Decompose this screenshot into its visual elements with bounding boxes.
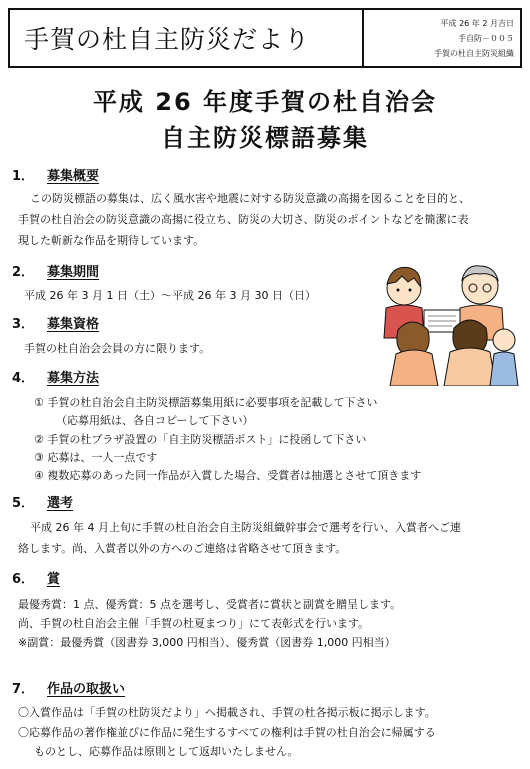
award-line-1: 最優秀賞：1 点、優秀賞：5 点を選考し、受賞者に賞状と副賞を贈呈します。 xyxy=(18,598,402,611)
newsletter-meta xyxy=(364,8,522,68)
main-title-line1: 平成 26 年度手賀の杜自治会 xyxy=(92,88,438,116)
handling-line-1: 〇入賞作品は「手賀の杜防災だより」へ掲載され、手賀の杜各掲示板に掲示します。 xyxy=(18,706,436,719)
section-4-heading: 4． 募集方法 xyxy=(12,371,100,386)
section-1-body-line3: 現した斬新な作品を期待しています。 xyxy=(18,234,205,247)
section-1-heading: 1． 募集概要 xyxy=(12,169,100,184)
section-2-body: 平成 26 年 3 月 1 日（土）～平成 26 年 3 月 30 日（日） xyxy=(24,289,316,302)
award-line-3: ※副賞：最優秀賞（図書券 3,000 円相当）、優秀賞（図書券 1,000 円相当） xyxy=(18,636,396,649)
section-3-body: 手賀の杜自治会会員の方に限ります。 xyxy=(24,342,211,355)
method-item-4: ④ 複数応募のあった同一作品が入賞した場合、受賞者は抽選とさせて頂きます xyxy=(34,469,422,482)
newsletter-header xyxy=(8,8,522,68)
family-discussion-illustration xyxy=(362,258,522,386)
section-1-body-line1: この防災標語の募集は、広く風水害や地震に対する防災意識の高揚を図ることを目的と、 xyxy=(30,192,470,205)
section-3-heading: 3． 募集資格 xyxy=(12,317,100,332)
document-number: 手自防－００５ xyxy=(458,34,514,43)
handling-line-3: ものとし、応募作品は原則として返却いたしません。 xyxy=(34,745,299,758)
section-6-heading: 6． 賞 xyxy=(12,572,61,587)
section-7-heading: 7． 作品の取扱い xyxy=(12,682,126,697)
section-5-body-line1: 平成 26 年 4 月上旬に手賀の杜自治会自主防災組織幹事会で選考を行い、入賞者へご連 xyxy=(30,521,461,534)
section-5-body-line2: 絡します。尚、入賞者以外の方へのご連絡は省略させて頂きます。 xyxy=(18,542,347,555)
main-title-line2: 自主防災標語募集 xyxy=(161,124,369,152)
section-2-heading: 2． 募集期間 xyxy=(12,265,100,280)
newsletter-title: 手賀の杜自主防災だより xyxy=(24,25,311,54)
publisher: 手賀の杜自主防災組織 xyxy=(434,49,514,58)
handling-line-2: 〇応募作品の著作権並びに作品に発生するすべての権利は手賀の杜自治会に帰属する xyxy=(18,726,436,739)
method-item-1-note: （応募用紙は、各自コピーして下さい） xyxy=(56,414,254,427)
issue-date: 平成 26 年 2 月吉日 xyxy=(440,19,514,28)
newsletter-title-box xyxy=(8,8,364,68)
method-item-3: ③ 応募は、一人一点です xyxy=(34,451,158,464)
method-item-1: ① 手賀の杜自治会自主防災標語募集用紙に必要事項を記載して下さい xyxy=(34,396,378,409)
section-1-body-line2: 手賀の杜自治会の防災意識の高揚に役立ち、防災の大切さ、防災のポイントなどを簡潔に表 xyxy=(18,213,469,226)
section-5-heading: 5． 選考 xyxy=(12,496,74,511)
small-child-figure xyxy=(490,329,518,386)
award-line-2: 尚、手賀の杜自治会主催「手賀の杜夏まつり」にて表彰式を行います。 xyxy=(18,617,370,630)
method-item-2: ② 手賀の杜プラザ設置の「自主防災標語ポスト」に投函して下さい xyxy=(34,433,367,446)
